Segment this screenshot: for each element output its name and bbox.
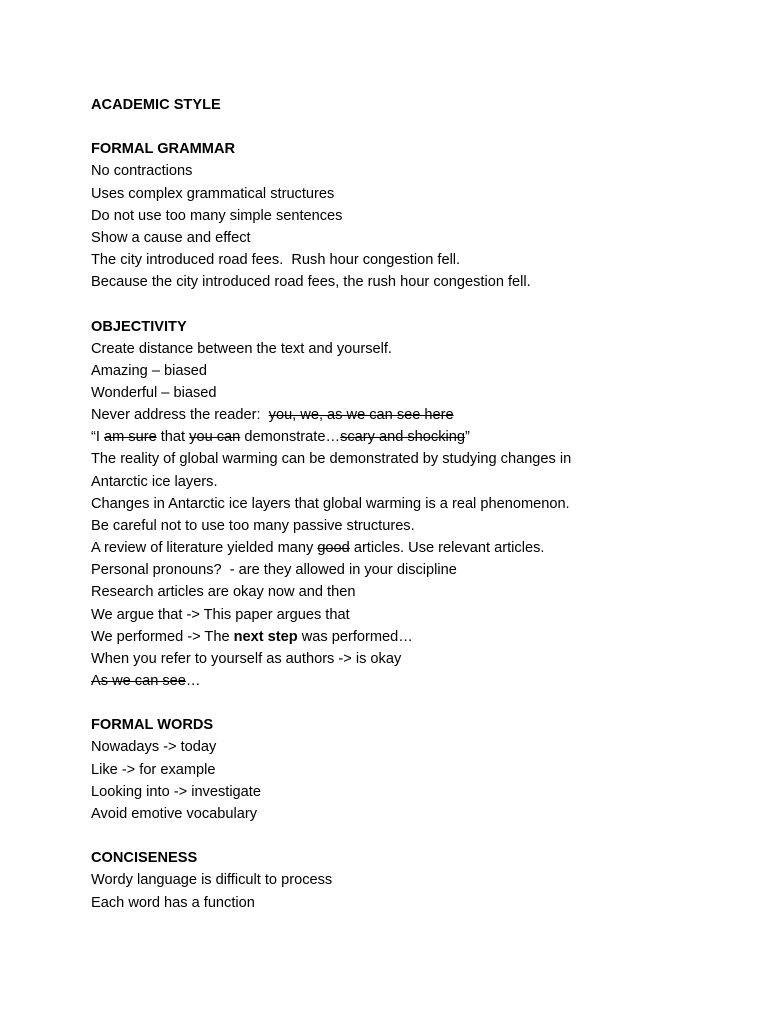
section-heading-formal-grammar: FORMAL GRAMMAR — [91, 141, 236, 158]
list-item: Looking into -> investigate — [91, 783, 261, 800]
list-item: Be careful not to use too many passive structures. — [91, 517, 415, 534]
list-item — [91, 404, 731, 426]
list-item: Create distance between the text and yourself. — [91, 340, 392, 357]
list-item — [91, 426, 731, 448]
list-item: Each word has a function — [91, 894, 255, 911]
quote-close: ” — [465, 429, 470, 446]
struck-text: scary and shocking — [340, 429, 465, 446]
list-item — [91, 537, 731, 559]
performed-text: We performed -> The — [91, 628, 234, 645]
quote-text: that — [156, 429, 190, 446]
list-item: When you refer to yourself as authors -> is okay — [91, 650, 402, 667]
list-item: Uses complex grammatical structures — [91, 185, 335, 202]
struck-text: you, we, as we can see here — [268, 407, 454, 424]
section-heading-formal-words: FORMAL WORDS — [91, 717, 214, 734]
list-item — [91, 626, 731, 648]
document-body — [91, 94, 731, 914]
list-item: Research articles are okay now and then — [91, 584, 356, 601]
performed-text: was performed… — [297, 628, 413, 645]
list-item: Wordy language is difficult to process — [91, 872, 333, 889]
list-item: Amazing – biased — [91, 362, 208, 379]
list-item: No contractions — [91, 163, 193, 180]
list-item: Do not use too many simple sentences — [91, 207, 343, 224]
list-item: Show a cause and effect — [91, 229, 251, 246]
section-heading-conciseness: CONCISENESS — [91, 850, 198, 867]
list-item: The city introduced road fees. Rush hour congestion fell. — [91, 252, 461, 269]
spacer — [91, 825, 731, 847]
list-item: Because the city introduced road fees, the rush hour congestion fell. — [91, 274, 531, 291]
list-item: Changes in Antarctic ice layers that global warming is a real phenomenon. — [91, 495, 570, 512]
list-item — [91, 670, 731, 692]
review-text: A review of literature yielded many — [91, 540, 318, 557]
list-item: Avoid emotive vocabulary — [91, 805, 258, 822]
list-item: Personal pronouns? - are they allowed in your discipline — [91, 562, 457, 579]
spacer — [91, 692, 731, 714]
ellipsis-text: … — [185, 673, 201, 690]
list-item: Antarctic ice layers. — [91, 473, 218, 490]
review-text: articles. Use relevant articles. — [349, 540, 545, 557]
spacer — [91, 293, 731, 315]
struck-text: you can — [189, 429, 241, 446]
section-heading-objectivity: OBJECTIVITY — [91, 318, 187, 335]
never-address-text: Never address the reader: — [91, 407, 269, 424]
quote-text: demonstrate… — [240, 429, 341, 446]
struck-text: am sure — [103, 429, 157, 446]
bold-text: next step — [233, 628, 298, 645]
list-item: Nowadays -> today — [91, 739, 217, 756]
document-title: ACADEMIC STYLE — [91, 97, 221, 113]
struck-text: As we can see — [91, 673, 186, 690]
list-item: The reality of global warming can be demonstrated by studying changes in — [91, 451, 572, 468]
spacer — [91, 116, 731, 138]
list-item: Wonderful – biased — [91, 385, 217, 401]
list-item: Like -> for example — [91, 761, 216, 778]
struck-text: good — [317, 540, 350, 557]
quote-open: “I — [91, 429, 104, 446]
list-item: We argue that -> This paper argues that — [91, 606, 350, 623]
